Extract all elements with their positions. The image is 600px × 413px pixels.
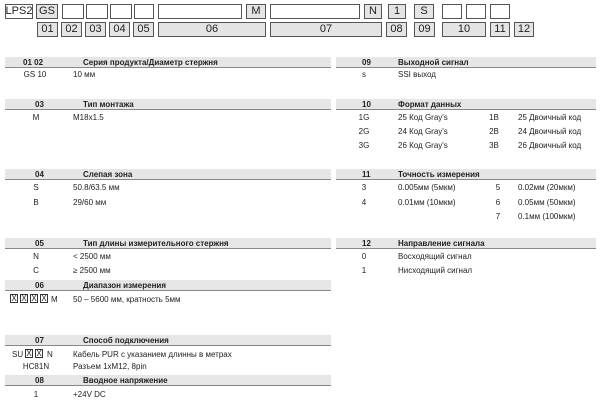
code-letter: X (31, 294, 37, 303)
pos-03: 03 (85, 22, 106, 37)
section-title: Слепая зона (83, 170, 133, 179)
code-letter: N (47, 350, 53, 359)
code-box-empty (270, 4, 360, 19)
section-number: 08 (35, 376, 44, 385)
section-title: Диапазон измерения (83, 281, 166, 290)
section-header-07 (5, 335, 331, 346)
option-desc: 0.005мм (5мкм) (398, 183, 456, 192)
option-code: 3B (489, 141, 499, 150)
option-desc: < 2500 мм (73, 252, 111, 261)
option-code: 0 (361, 252, 367, 261)
option-desc: 50 – 5600 мм, кратность 5мм (73, 295, 181, 304)
section-header-12 (336, 238, 596, 249)
option-code: M (32, 113, 40, 122)
option-desc: 0.1мм (100мкм) (518, 212, 576, 221)
option-code: 4 (361, 198, 367, 207)
pos-12: 12 (514, 22, 534, 37)
pos-02: 02 (61, 22, 82, 37)
pos-11: 11 (490, 22, 510, 37)
option-desc: 24 Двоичный код (518, 127, 582, 136)
option-desc: ≥ 2500 мм (73, 266, 111, 275)
code-letter: X (11, 294, 17, 303)
section-number: 07 (35, 336, 44, 345)
pos-05: 05 (133, 22, 154, 37)
section-header-01-02 (5, 57, 331, 68)
option-desc: SSI выход (398, 70, 436, 79)
section-header-08 (5, 375, 331, 386)
option-desc: Нисходящий сигнал (398, 266, 473, 275)
option-desc: 0.05мм (50мкм) (518, 198, 576, 207)
section-title: Тип длины измерительного стержня (83, 239, 229, 248)
option-desc: 29/60 мм (73, 198, 107, 207)
code-box-empty (110, 4, 132, 19)
option-desc: Восходящий сигнал (398, 252, 472, 261)
option-desc: 10 мм (73, 70, 96, 79)
section-title: Тип монтажа (83, 100, 134, 109)
section-title: Направление сигнала (398, 239, 485, 248)
pos-10: 10 (442, 22, 486, 37)
option-code: 2G (358, 127, 370, 136)
section-header-05 (5, 238, 331, 249)
code-letter: X (41, 294, 47, 303)
option-desc: 26 Двоичный код (518, 141, 582, 150)
code-letter: X (36, 349, 42, 358)
option-code: 6 (495, 198, 501, 207)
code-box-empty (466, 4, 486, 19)
section-number: 06 (35, 281, 44, 290)
pos-01: 01 (37, 22, 58, 37)
section-number: 11 (362, 170, 371, 179)
section-number: 04 (35, 170, 44, 179)
section-header-09 (336, 57, 596, 68)
pos-08: 08 (386, 22, 407, 37)
section-title: Формат данных (398, 100, 462, 109)
option-desc: Кабель PUR с указанием длинны в метрах (73, 350, 232, 359)
option-desc: +24V DC (73, 390, 106, 399)
option-code: 2B (489, 127, 499, 136)
option-code: B (33, 198, 39, 207)
option-code: 7 (495, 212, 501, 221)
option-code: N (33, 252, 39, 261)
section-title: Способ подключения (83, 336, 169, 345)
section-title: Выходной сигнал (398, 58, 469, 67)
section-title: Вводное напряжение (83, 376, 168, 385)
code-box-m: M (246, 4, 266, 19)
section-number: 03 (35, 100, 44, 109)
option-code: 1B (489, 113, 499, 122)
section-number: 12 (362, 239, 371, 248)
option-code: HC81N (22, 362, 50, 371)
option-code: C (33, 266, 39, 275)
code-box-empty (158, 4, 242, 19)
code-box-s: S (414, 4, 434, 19)
code-box-1: 1 (388, 4, 406, 19)
code-letter: M (51, 295, 58, 304)
option-code: GS 10 (23, 70, 47, 79)
pos-04: 04 (109, 22, 130, 37)
section-title: Серия продукта/Диаметр стержня (83, 58, 218, 67)
code-box-empty (442, 4, 462, 19)
option-desc: 0.02мм (20мкм) (518, 183, 576, 192)
option-code: 3 (361, 183, 367, 192)
code-letter: X (21, 294, 27, 303)
section-number: 10 (362, 100, 371, 109)
option-code: 1 (361, 266, 367, 275)
option-desc: Разъем 1xM12, 8pin (73, 362, 147, 371)
section-header-03 (5, 99, 331, 110)
option-desc: 50.8/63.5 мм (73, 183, 120, 192)
pos-06: 06 (158, 22, 266, 37)
code-letter: SU (12, 350, 24, 359)
section-header-06 (5, 280, 331, 291)
option-code: s (362, 70, 366, 79)
section-header-11 (336, 169, 596, 180)
code-box-n: N (364, 4, 382, 19)
code-box-gs: GS (36, 4, 58, 19)
option-desc: 25 Двоичный код (518, 113, 582, 122)
option-desc: M18x1.5 (73, 113, 104, 122)
option-code: 3G (358, 141, 370, 150)
code-box-empty (86, 4, 108, 19)
option-desc: 25 Код Gray's (398, 113, 448, 122)
code-box-empty (490, 4, 510, 19)
section-title: Точность измерения (398, 170, 480, 179)
code-box-series: LPS2 (5, 5, 33, 17)
code-box-empty (134, 4, 154, 19)
pos-07: 07 (270, 22, 382, 37)
section-header-10 (336, 99, 596, 110)
option-desc: 24 Код Gray's (398, 127, 448, 136)
code-box-empty (62, 4, 84, 19)
section-header-04 (5, 169, 331, 180)
option-code: 1G (358, 113, 370, 122)
section-number: 01 02 (23, 58, 44, 67)
section-number: 05 (35, 239, 44, 248)
code-letter: X (26, 349, 32, 358)
option-code: S (33, 183, 39, 192)
option-desc: 0.01мм (10мкм) (398, 198, 456, 207)
option-desc: 26 Код Gray's (398, 141, 448, 150)
pos-09: 09 (414, 22, 435, 37)
option-code: 5 (495, 183, 501, 192)
option-code: 1 (33, 390, 39, 399)
section-number: 09 (362, 58, 371, 67)
